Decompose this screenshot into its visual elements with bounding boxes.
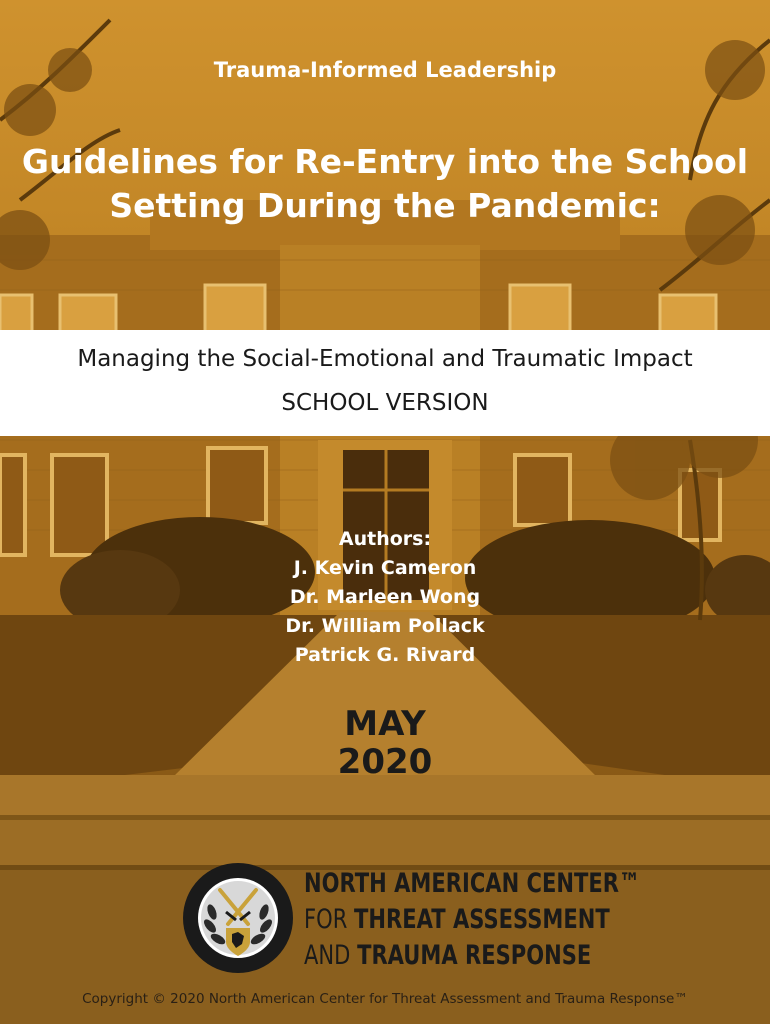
seal-crossed-swords-icon bbox=[182, 862, 294, 974]
org-line-2-prefix: FOR bbox=[304, 904, 355, 935]
org-line-3 bbox=[304, 938, 647, 974]
org-line-2 bbox=[304, 902, 647, 938]
author-name: Dr. Marleen Wong bbox=[289, 586, 481, 608]
org-line-2-main: THREAT ASSESSMENT bbox=[354, 904, 610, 935]
title-line-1: Guidelines for Re-Entry into the School bbox=[21, 142, 749, 181]
org-line-3-main: TRAUMA RESPONSE bbox=[357, 940, 592, 971]
organization-name bbox=[304, 866, 647, 974]
publication-date bbox=[285, 705, 485, 781]
authors-block bbox=[235, 525, 535, 670]
author-name: Patrick G. Rivard bbox=[294, 644, 476, 666]
subtitle: Managing the Social-Emotional and Traumatic Impact bbox=[77, 346, 693, 372]
authors-heading: Authors: bbox=[338, 528, 432, 550]
pretitle: Trauma-Informed Leadership bbox=[213, 58, 557, 82]
author-name: Dr. William Pollack bbox=[285, 615, 485, 637]
org-line-3-prefix: AND bbox=[304, 940, 358, 971]
title-line-2: Setting During the Pandemic: bbox=[109, 186, 661, 225]
version-label: SCHOOL VERSION bbox=[281, 390, 489, 416]
author-name: J. Kevin Cameron bbox=[293, 557, 477, 579]
org-line-1: NORTH AMERICAN CENTER™ bbox=[304, 868, 641, 899]
copyright-notice: Copyright © 2020 North American Center for Threat Assessment and Trauma Response™ bbox=[82, 991, 688, 1007]
document-title bbox=[20, 140, 750, 228]
publication-year: 2020 bbox=[337, 742, 433, 782]
publication-month: MAY bbox=[344, 704, 426, 744]
